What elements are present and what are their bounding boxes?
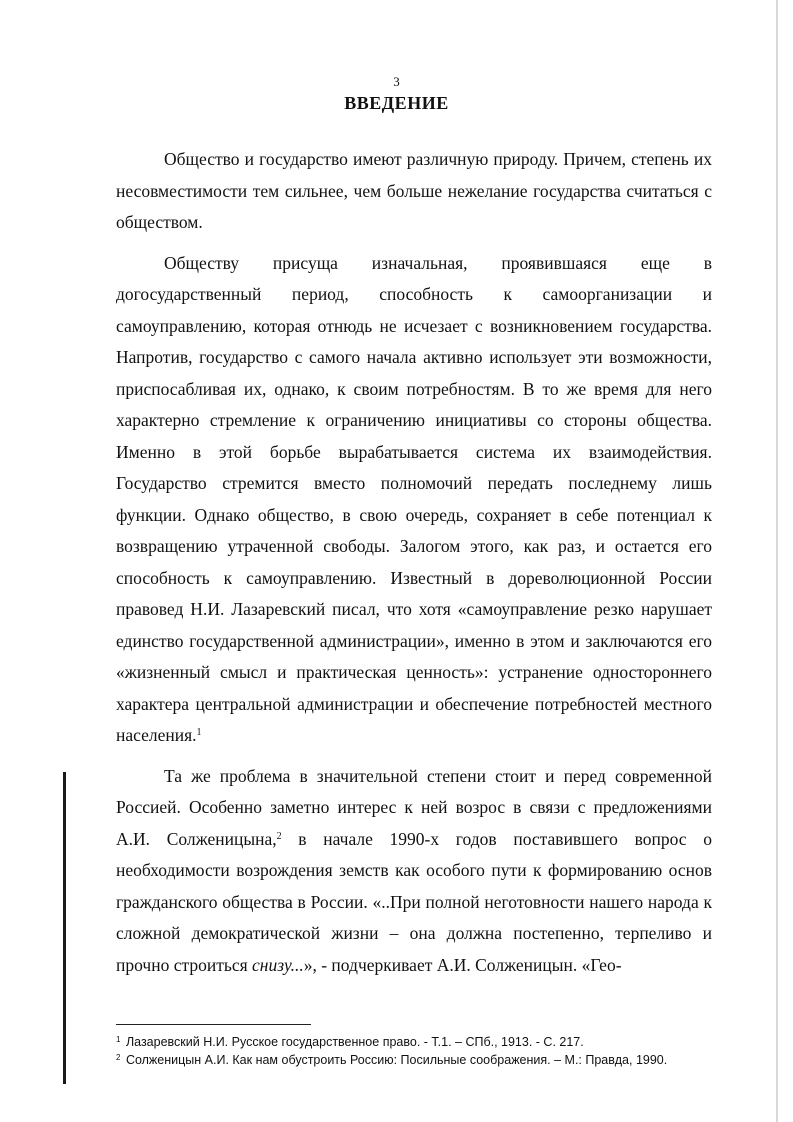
footnote-separator [116,1024,311,1025]
paragraph-3-text-c: », - подчеркивает А.И. Солженицын. «Гео- [303,954,622,975]
paragraph-3-italic: снизу... [252,954,304,975]
paragraph-2-text: Обществу присуща изначальная, проявившаяся еще в догосударственный период, способность к самоорганизации и самоуправлению, которая отнюдь не исчезает с возникновением государства. Напротив, государство с самого начала активно использует эти возможности, приспосабливая их, однако, к своим потребностям. В то же время для него характерно стремление к ограничению инициативы со стороны общества. Именно в этой борьбе вырабатывается система их взаимодействия. Государство стремится вместо полномочий передать последнему лишь функции. Однако общество, в свою очередь, сохраняет в себе потенциал к возвращению утраченной свободы. Залогом этого, как раз, и остается его способность к самоуправлению. Известный в дореволюционной России правовед Н.И. Лазаревский писал, что хотя «самоуправление резко нарушает единство государственной администрации», именно в этом и заключаются его «жизненный смысл и практическая ценность»: устранение одностороннего характера центральной администрации и обеспечение потребностей местного населения. [116,252,712,745]
footnote-1-text: Лазаревский Н.И. Русское государственное право. - Т.1. – СПб., 1913. - С. 217. [125,1035,584,1049]
footnote-2-number: 2 [116,1053,121,1062]
paragraph-3-text-a: Та же проблема в значительной степени стоит и перед современной Россией. Особенно заметно интерес к ней возрос в связи с предложениями А.И. Солженицына, [116,765,712,849]
footnote-2 [116,1051,736,1069]
paragraph-3-text-b: в начале 1990-х годов поставившего вопрос о необходимости возрождения земств как особого пути к формированию основ гражданского общества в России. «..При полной неготовности нашего народа к сложной демократической жизни – она должна постепенно, терпеливо и прочно строиться [116,828,712,975]
footnote-ref-1[interactable]: 1 [196,727,202,738]
footnote-2-text: Солженицын А.И. Как нам обустроить Россию: Посильные соображения. – М.: Правда, 1990. [125,1053,668,1067]
paragraph-1-text: Общество и государство имеют различную природу. Причем, степень их несовместимости тем сильнее, чем больше нежелание государства считаться с обществом. [116,149,712,232]
scan-edge-left [63,772,66,1084]
page-number: 3 [393,74,400,89]
page-title: ВВЕДЕНИЕ [344,93,449,113]
body-text [116,144,712,990]
paragraph-1 [116,144,712,239]
footnotes [116,1033,736,1069]
footnote-1-number: 1 [116,1035,121,1044]
footnote-1 [116,1033,736,1051]
scan-edge-right [776,0,778,1122]
paragraph-2 [116,248,712,752]
paragraph-3 [116,761,712,982]
footnote-ref-2[interactable]: 2 [276,830,282,842]
